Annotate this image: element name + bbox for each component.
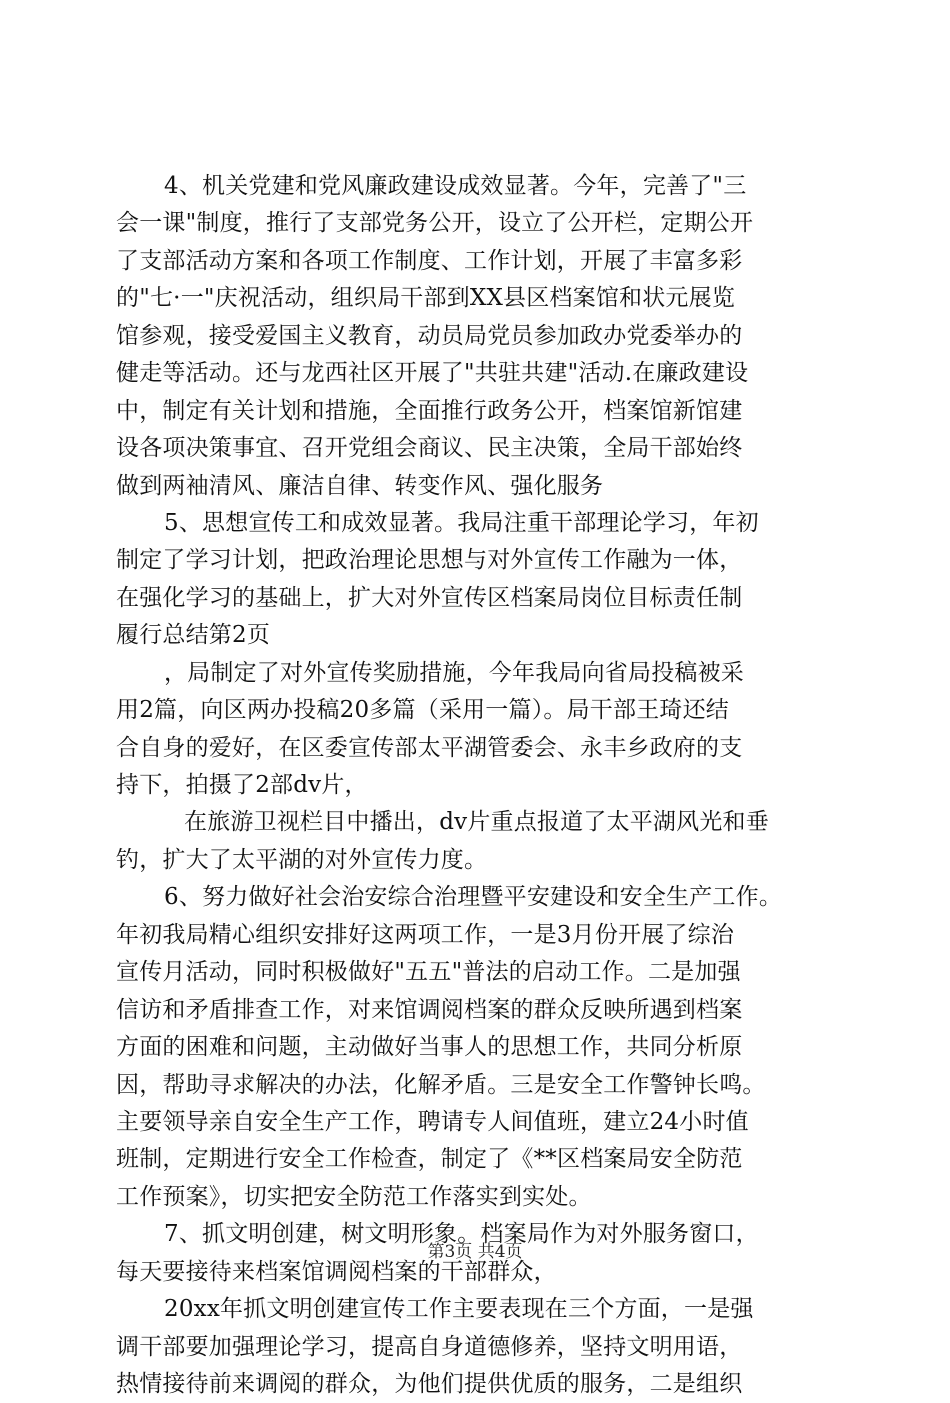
paragraph-4-line: 4、机关党建和党风廉政建设成效显著。今年，完善了"三 — [164, 173, 747, 199]
paragraph-5-line: 钓，扩大了太平湖的对外宣传力度。 — [116, 846, 488, 873]
paragraph-6-line: 方面的困难和问题，主动做好当事人的思想工作，共同分析原 — [116, 1034, 743, 1061]
paragraph-5-line: 在强化学习的基础上，扩大对外宣传区档案局岗位目标责任制 — [116, 584, 743, 611]
paragraph-5-line: 合自身的爱好，在区委宣传部太平湖管委会、永丰乡政府的支 — [116, 734, 743, 761]
paragraph-5-line: 5、思想宣传工和成效显著。我局注重干部理论学习，年初 — [164, 509, 759, 536]
paragraph-5-line: 持下，拍摄了2部dv片， — [116, 772, 368, 798]
paragraph-7-line: 7、抓文明创建，树文明形象。档案局作为对外服务窗口， — [164, 1221, 759, 1248]
paragraph-6-line: 班制，定期进行安全工作检查，制定了《**区档案局安全防范 — [116, 1146, 743, 1173]
paragraph-6-line: 因，帮助寻求解决的办法，化解矛盾。三是安全工作警钟长鸣。 — [116, 1071, 766, 1098]
paragraph-6-line: 工作预案》，切实把安全防范工作落实到实处。 — [116, 1183, 592, 1210]
page-footer: 第3页 共4页 — [427, 1242, 523, 1262]
paragraph-4-line: 健走等活动。还与龙西社区开展了"共驻共建"活动.在廉政建设 — [116, 360, 749, 387]
paragraph-6-line: 信访和矛盾排查工作，对来馆调阅档案的群众反映所遇到档案 — [116, 996, 743, 1023]
paragraph-4-line: 了支部活动方案和各项工作制度、工作计划，开展了丰富多彩 — [116, 247, 743, 274]
paragraph-7-line: 调干部要加强理论学习，提高自身道德修养，坚持文明用语， — [116, 1333, 743, 1360]
paragraph-6-line: 宣传月活动，同时积极做好"五五"普法的启动工作。二是加强 — [116, 959, 741, 986]
paragraph-5-line: 在旅游卫视栏目中播出，dv片重点报道了太平湖风光和垂 — [184, 809, 769, 836]
paragraph-5-line: 制定了学习计划，把政治理论思想与对外宣传工作融为一体， — [116, 547, 743, 574]
paragraph-5-line: 履行总结第2页 — [116, 622, 271, 649]
paragraph-4-line: 馆参观，接受爱国主义教育，动员局党员参加政办党委举办的 — [116, 322, 743, 349]
paragraph-4-line: 做到两袖清风、廉洁自律、转变作风、强化服务 — [116, 472, 604, 499]
paragraph-5-line: 用2篇，向区两办投稿20多篇（采用一篇）。局干部王琦还结 — [116, 697, 729, 724]
paragraph-7-line: 热情接待前来调阅的群众，为他们提供优质的服务，二是组织 — [116, 1371, 743, 1397]
paragraph-6-line: 主要领导亲自安全生产工作，聘请专人间值班，建立24小时值 — [116, 1108, 749, 1135]
paragraph-4-line: 的"七·一"庆祝活动，组织局干部到XX县区档案馆和状元展览 — [116, 285, 736, 312]
paragraph-7-line: 20xx年抓文明创建宣传工作主要表现在三个方面，一是强 — [164, 1296, 754, 1323]
paragraph-5-line: ，局制定了对外宣传奖励措施，今年我局向省局投稿被采 — [164, 659, 744, 686]
paragraph-7-line: 每天要接待来档案馆调阅档案的干部群众， — [116, 1258, 557, 1285]
paragraph-4-line: 设各项决策事宜、召开党组会商议、民主决策，全局干部始终 — [116, 435, 743, 462]
paragraph-6-line: 年初我局精心组织安排好这两项工作，一是3月份开展了综治 — [116, 921, 735, 948]
paragraph-4-line: 会一课"制度，推行了支部党务公开，设立了公开栏，定期公开 — [116, 210, 754, 237]
paragraph-4-line: 中，制定有关计划和措施，全面推行政务公开，档案馆新馆建 — [116, 397, 743, 424]
body-text — [116, 168, 836, 1403]
paragraph-6-line: 6、努力做好社会治安综合治理暨平安建设和安全生产工作。 — [164, 884, 783, 911]
